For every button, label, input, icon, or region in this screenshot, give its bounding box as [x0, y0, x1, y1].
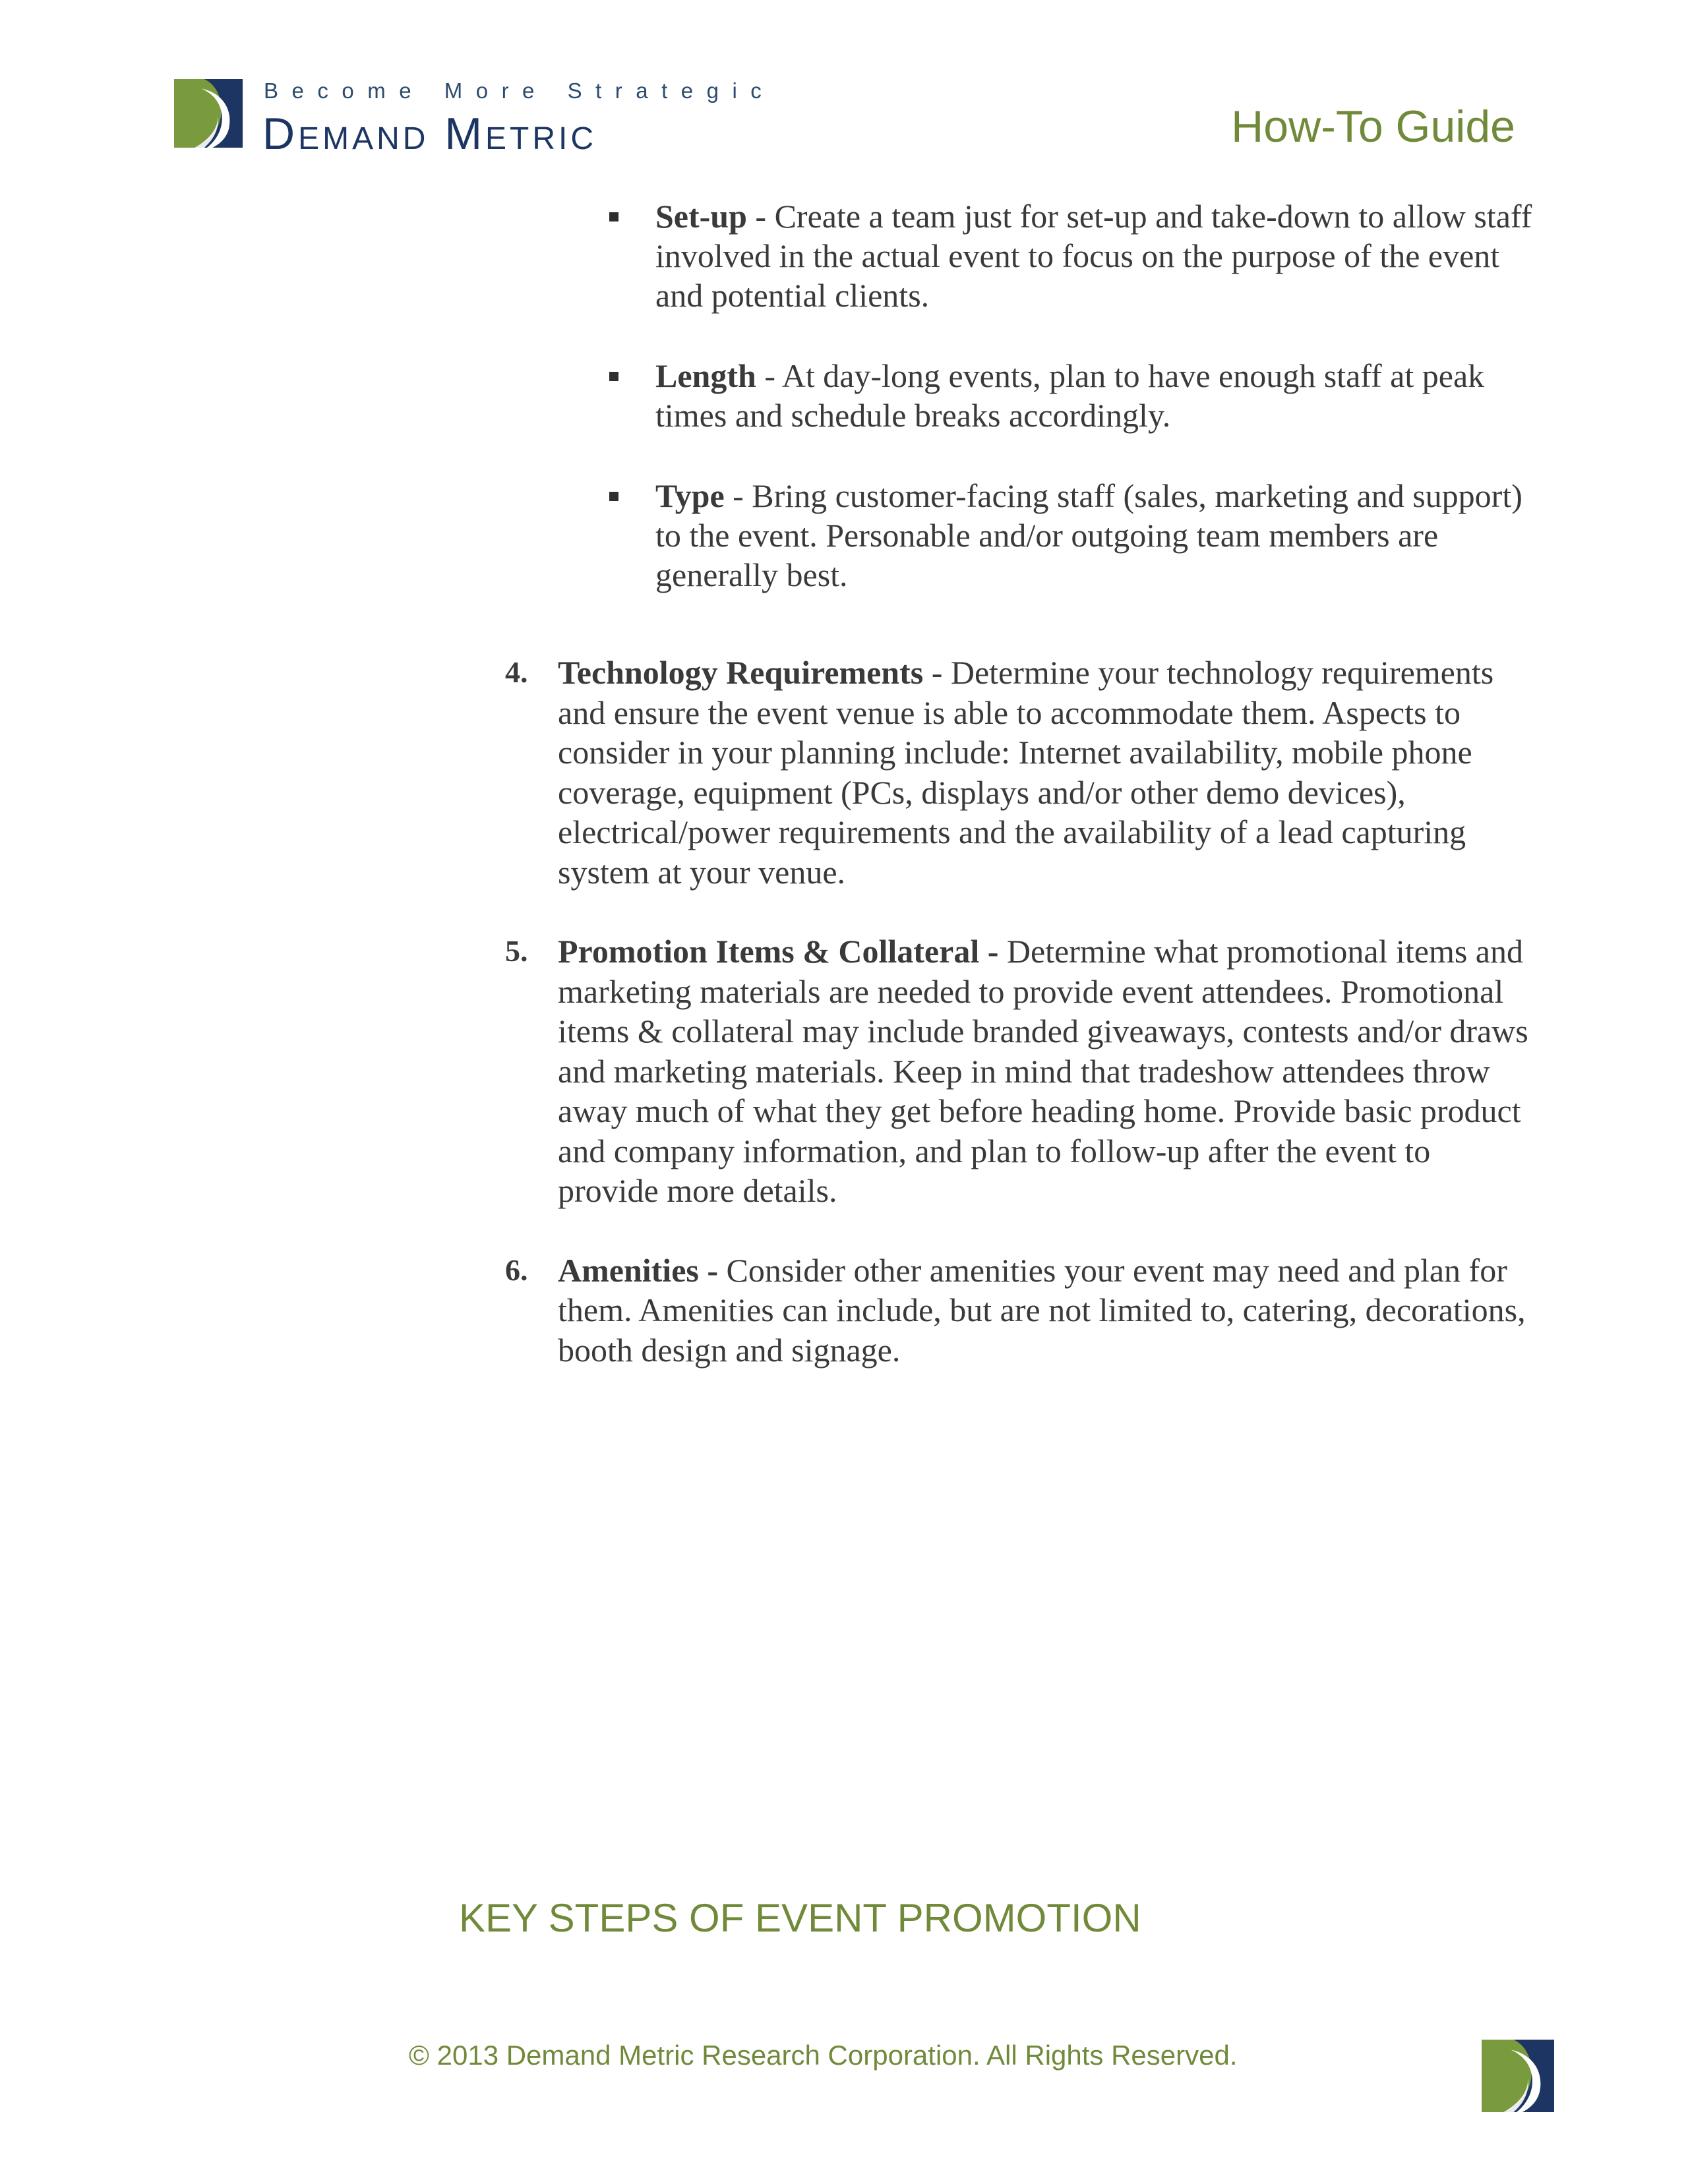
list-item — [505, 1251, 1534, 1371]
square-bullet-icon — [609, 372, 618, 381]
step-text: Consider other amenities your event may need and plan for them. Amenities can include, but are not limited to, catering, decorations, booth design and signage. — [558, 1251, 1526, 1369]
list-item — [605, 196, 1542, 315]
bullet-text: - Bring customer-facing staff (sales, marketing and support) to the event. Personable and/or outgoing team members are generally best. — [655, 477, 1522, 593]
brand-logo — [173, 78, 832, 157]
section-title: KEY STEPS OF EVENT PROMOTION — [459, 1896, 1141, 1940]
step-term: Technology Requirements — [558, 654, 924, 691]
bullet-term: Length — [655, 357, 756, 394]
document-type: How-To Guide — [1231, 102, 1515, 152]
step-term: Promotion Items & Collateral - — [558, 933, 999, 970]
step-term: Amenities - — [558, 1251, 718, 1289]
demand-metric-logo-icon — [173, 79, 244, 148]
steps-list — [505, 653, 1534, 1409]
brand-name: Demand Metric — [262, 109, 597, 159]
step-text: - Determine your technology requirements and ensure the event venue is able to accommodate them. Aspects to consider in your planning include: Internet availability, mobile phone coverage, equipment (PCs, displays and/or other demo devices), electrical/power requirements and the availability of a lead capturing system at your venue. — [558, 654, 1494, 891]
copyright-notice: © 2013 Demand Metric Research Corporation. All Rights Reserved. — [409, 2040, 1238, 2071]
step-number: 5. — [505, 934, 528, 968]
bullet-text: - At day-long events, plan to have enough staff at peak times and schedule breaks accordingly. — [655, 357, 1485, 434]
step-number: 4. — [505, 655, 528, 689]
list-item — [505, 653, 1534, 892]
bullet-term: Set-up — [655, 198, 747, 235]
step-number: 6. — [505, 1253, 528, 1287]
staffing-bullet-list — [605, 196, 1542, 635]
square-bullet-icon — [609, 212, 618, 221]
tagline: Become More Strategic — [264, 78, 775, 103]
list-item — [605, 356, 1542, 435]
step-text: Determine what promotional items and marketing materials are needed to provide event attendees. Promotional items & collateral may include branded giveaways, contests and/or draws and marketing materials. Keep in mind that tradeshow attendees throw away much of what they get before heading home. Provide basic product and company information, and plan to follow-up after the event to provide more details. — [558, 933, 1528, 1209]
list-item — [605, 476, 1542, 595]
demand-metric-logo-icon — [1481, 2040, 1555, 2112]
bullet-term: Type — [655, 477, 725, 514]
square-bullet-icon — [609, 492, 618, 501]
list-item — [505, 931, 1534, 1211]
bullet-text: - Create a team just for set-up and take-down to allow staff involved in the actual event to focus on the purpose of the event and potential clients. — [655, 198, 1532, 314]
